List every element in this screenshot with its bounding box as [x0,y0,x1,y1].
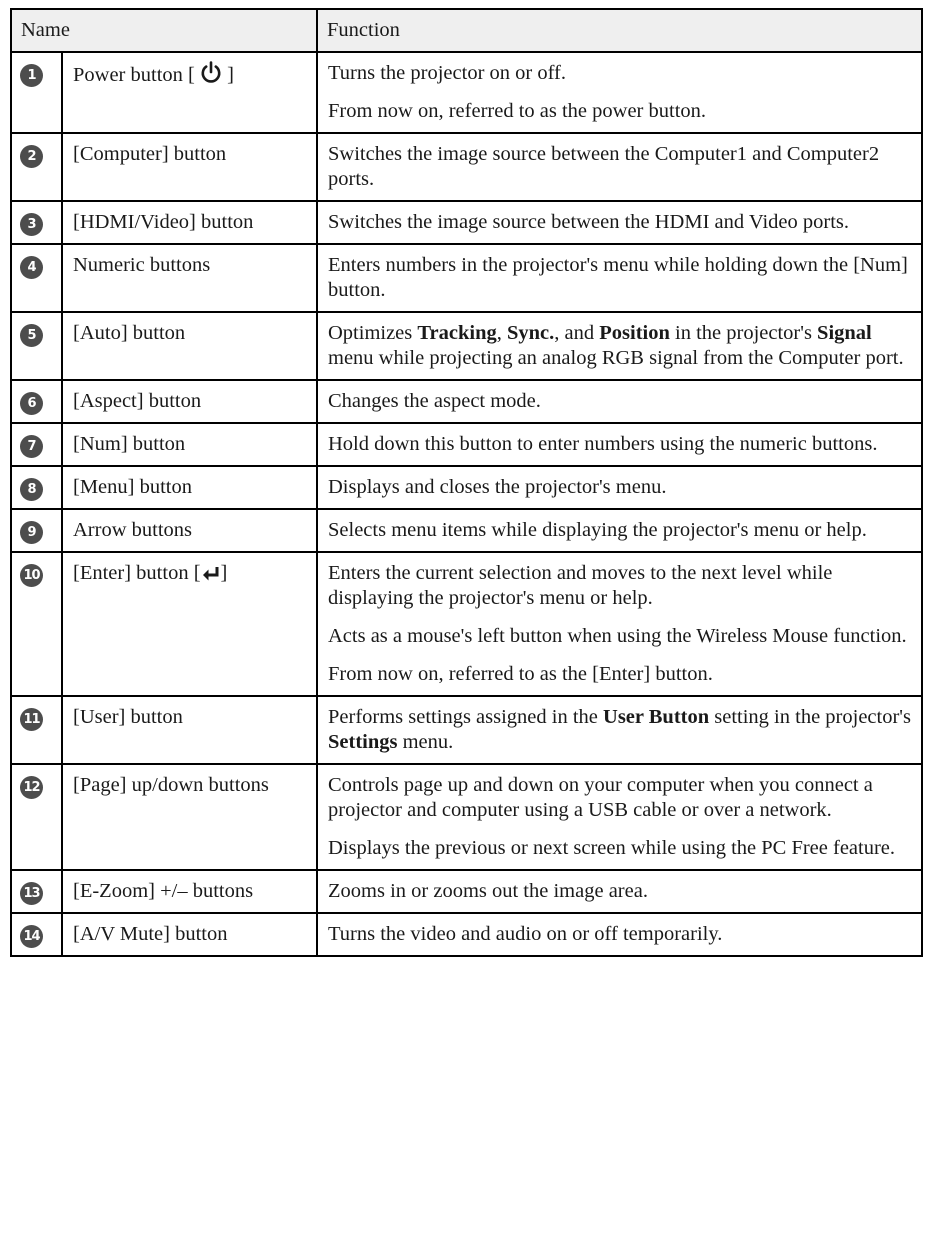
table-row [11,764,922,870]
function-text-part: setting in the projector's [709,706,911,728]
item-number-badge: 12 [20,776,43,799]
function-text-part: , [496,322,507,344]
item-number-badge: 8 [20,478,43,501]
function-text: Zooms in or zooms out the image area. [328,880,648,902]
function-cell [317,380,922,423]
item-number-badge: 1 [20,64,43,87]
button-name-cell [62,312,317,380]
function-cell [317,423,922,466]
function-text-part: , and [554,322,600,344]
table-row [11,913,922,956]
table-row [11,423,922,466]
button-name-cell [62,509,317,552]
function-cell [317,696,922,764]
button-name: [A/V Mute] button [73,923,228,945]
function-text-part: in the projector's [669,322,818,344]
item-number-badge: 2 [20,145,43,168]
function-text [328,321,913,371]
function-cell [317,244,922,312]
button-name-cell [62,466,317,509]
table-row [11,52,922,133]
function-cell [317,764,922,870]
function-text: Acts as a mouse's left button when using the Wireless Mouse function. [328,625,907,647]
table-row [11,552,922,696]
table-row [11,201,922,244]
button-name: Numeric buttons [73,254,211,276]
button-name-cell [62,913,317,956]
function-text-part: Optimizes [328,322,418,344]
menu-term: User Button [603,706,710,728]
function-text: Displays the previous or next screen while using the PC Free feature. [328,837,896,859]
menu-term: Settings [328,731,398,753]
menu-term: Position [599,322,670,344]
item-number-badge: 10 [20,564,43,587]
function-text-part: menu while projecting an analog RGB signal from the Computer port. [328,347,904,369]
function-text: Switches the image source between the Computer1 and Computer2 ports. [328,143,880,190]
function-text: Enters numbers in the projector's menu while holding down the [Num] button. [328,254,908,301]
menu-term: Tracking [417,322,497,344]
button-name-cell [62,552,317,696]
button-name-suffix: ] [220,562,228,584]
table-row [11,509,922,552]
function-cell [317,52,922,133]
function-cell [317,913,922,956]
item-number-badge: 4 [20,256,43,279]
function-text: Switches the image source between the HDMI and Video ports. [328,211,850,233]
function-text: Enters the current selection and moves to the next level while displaying the projector's menu or help. [328,562,833,609]
function-cell [317,133,922,201]
function-cell [317,552,922,696]
function-text: From now on, referred to as the [Enter] button. [328,663,713,685]
button-name: [Aspect] button [73,390,202,412]
menu-term: Signal [817,322,872,344]
button-name: [E-Zoom] +/– buttons [73,880,254,902]
button-name: Power button [ [73,64,200,86]
table-row [11,466,922,509]
function-text: Changes the aspect mode. [328,390,541,412]
button-name: [Auto] button [73,322,186,344]
table-header-row [11,9,922,52]
power-icon [200,61,222,92]
button-name-suffix: ] [221,64,234,86]
item-number-badge: 5 [20,324,43,347]
table-row [11,380,922,423]
function-cell [317,312,922,380]
function-text: Hold down this button to enter numbers using the numeric buttons. [328,433,878,455]
button-name: Arrow buttons [73,519,193,541]
button-function-table [10,8,923,957]
button-name-cell [62,244,317,312]
function-column-header: Function [317,9,922,52]
item-number-badge: 7 [20,435,43,458]
function-text [328,705,913,755]
table-row [11,312,922,380]
button-name-cell [62,870,317,913]
function-text: Turns the projector on or off. [328,62,567,84]
button-name-cell [62,380,317,423]
function-text: Displays and closes the projector's menu. [328,476,667,498]
button-name: [Num] button [73,433,186,455]
function-cell [317,870,922,913]
item-number-badge: 3 [20,213,43,236]
name-column-header: Name [11,9,317,52]
function-text-part: menu. [397,731,454,753]
function-text: Selects menu items while displaying the projector's menu or help. [328,519,867,541]
menu-term: Sync. [507,322,555,344]
item-number-badge: 13 [20,882,43,905]
button-name: [User] button [73,706,183,728]
function-text: Controls page up and down on your computer when you connect a projector and computer using a USB cable or over a network. [328,774,873,821]
table-row [11,133,922,201]
button-name: [Menu] button [73,476,192,498]
button-name-cell [62,696,317,764]
enter-icon [201,565,221,590]
button-name: [HDMI/Video] button [73,211,254,233]
function-text-part: Performs settings assigned in the [328,706,604,728]
button-name: [Page] up/down buttons [73,774,269,796]
item-number-badge: 6 [20,392,43,415]
button-name: [Enter] button [ [73,562,201,584]
table-row [11,244,922,312]
button-name-cell [62,201,317,244]
table-row [11,870,922,913]
table-row [11,696,922,764]
item-number-badge: 11 [20,708,43,731]
function-cell [317,509,922,552]
function-cell [317,466,922,509]
button-name: [Computer] button [73,143,227,165]
item-number-badge: 14 [20,925,43,948]
button-name-cell [62,764,317,870]
function-cell [317,201,922,244]
button-name-cell [62,423,317,466]
button-name-cell [62,133,317,201]
function-text: Turns the video and audio on or off temporarily. [328,923,723,945]
item-number-badge: 9 [20,521,43,544]
button-name-cell [62,52,317,133]
function-text: From now on, referred to as the power button. [328,100,707,122]
